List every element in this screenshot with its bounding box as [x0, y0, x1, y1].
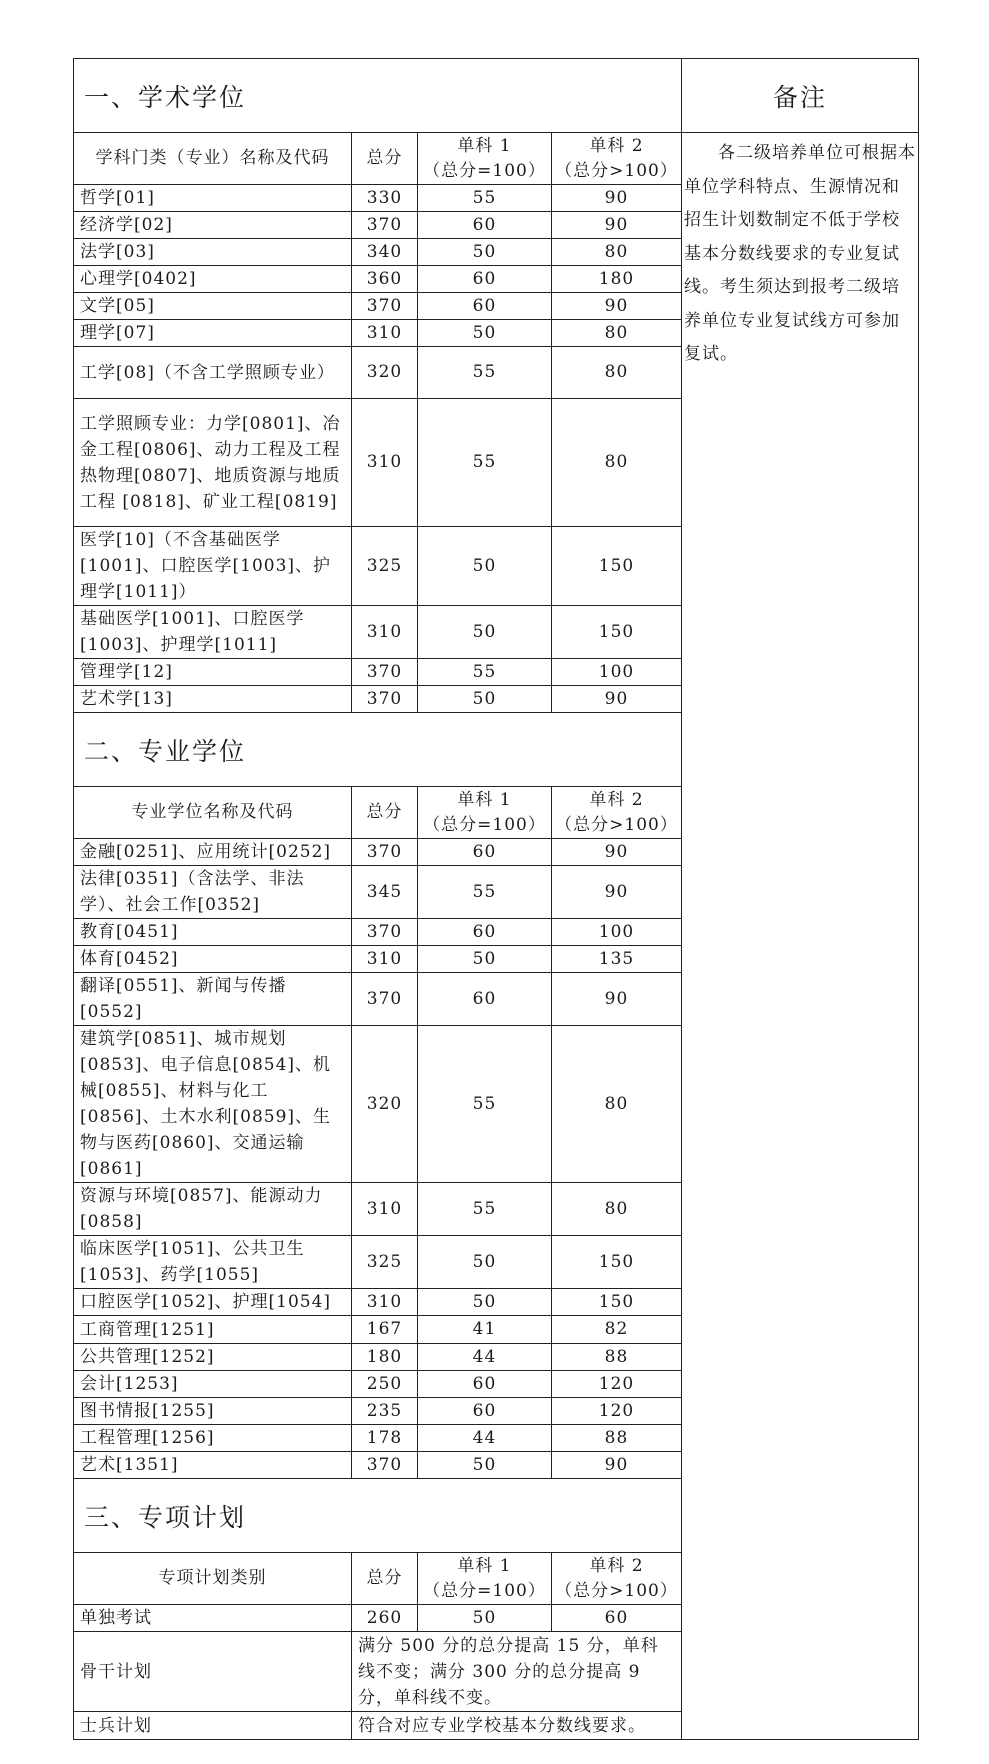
row-total: 370	[352, 1452, 418, 1479]
remarks-note	[682, 133, 919, 1740]
row-single-2: 135	[552, 946, 682, 973]
row-single-2: 90	[552, 293, 682, 320]
row-total: 325	[352, 1236, 418, 1289]
row-name: 基础医学[1001]、口腔医学[1003]、护理学[1011]	[74, 606, 352, 659]
row-single-2: 120	[552, 1371, 682, 1398]
row-total: 370	[352, 973, 418, 1026]
row-single-1: 50	[418, 527, 552, 606]
row-total: 320	[352, 347, 418, 399]
row-total: 340	[352, 239, 418, 266]
row-single-1: 50	[418, 1289, 552, 1316]
row-single-2: 150	[552, 1236, 682, 1289]
row-single-2: 90	[552, 212, 682, 239]
section-title: 一、学术学位	[74, 59, 682, 133]
row-single-1: 44	[418, 1344, 552, 1371]
remarks-title: 备注	[682, 59, 919, 133]
row-name: 会计[1253]	[74, 1371, 352, 1398]
row-name: 心理学[0402]	[74, 266, 352, 293]
header-single-1-sub: （总分=100）	[423, 1580, 546, 1601]
row-single-2: 80	[552, 347, 682, 399]
row-total: 260	[352, 1605, 418, 1632]
header-total: 总分	[352, 133, 418, 185]
row-single-1: 60	[418, 839, 552, 866]
row-name: 图书情报[1255]	[74, 1398, 352, 1425]
row-single-2: 88	[552, 1425, 682, 1452]
header-single-2-sub: （总分>100）	[555, 160, 678, 181]
row-single-2: 80	[552, 1026, 682, 1183]
row-name: 教育[0451]	[74, 919, 352, 946]
row-single-1: 55	[418, 1026, 552, 1183]
row-total: 310	[352, 1289, 418, 1316]
row-single-1: 60	[418, 293, 552, 320]
row-single-2: 80	[552, 399, 682, 527]
row-single-2: 90	[552, 866, 682, 919]
header-single-1	[418, 133, 552, 185]
header-single-1-label: 单科 1	[457, 789, 512, 810]
row-total: 250	[352, 1371, 418, 1398]
row-single-2: 120	[552, 1398, 682, 1425]
row-single-1: 55	[418, 1183, 552, 1236]
row-single-2: 100	[552, 919, 682, 946]
row-single-2: 90	[552, 973, 682, 1026]
row-single-1: 55	[418, 347, 552, 399]
row-name: 法律[0351]（含法学、非法学）、社会工作[0352]	[74, 866, 352, 919]
row-single-2: 80	[552, 320, 682, 347]
row-name: 建筑学[0851]、城市规划[0853]、电子信息[0854]、机械[0855]、材料与化工[0856]、土木水利[0859]、生物与医药[0860]、交通运输[0861]	[74, 1026, 352, 1183]
row-single-1: 60	[418, 919, 552, 946]
header-single-2-sub: （总分>100）	[555, 814, 678, 835]
row-single-1: 50	[418, 606, 552, 659]
header-single-2-label: 单科 2	[589, 135, 644, 156]
row-single-1: 60	[418, 1398, 552, 1425]
header-total: 总分	[352, 787, 418, 839]
row-total: 310	[352, 399, 418, 527]
row-total: 180	[352, 1344, 418, 1371]
section-title: 三、专项计划	[74, 1479, 682, 1553]
row-single-1: 50	[418, 320, 552, 347]
row-single-2: 150	[552, 1289, 682, 1316]
score-table	[73, 58, 919, 1740]
header-name: 专项计划类别	[74, 1553, 352, 1605]
row-total: 370	[352, 919, 418, 946]
row-single-1: 55	[418, 185, 552, 212]
header-name: 学科门类（专业）名称及代码	[74, 133, 352, 185]
row-single-1: 50	[418, 686, 552, 713]
row-single-1: 55	[418, 399, 552, 527]
row-name: 工学[08]（不含工学照顾专业）	[74, 347, 352, 399]
row-single-1: 50	[418, 1452, 552, 1479]
row-name: 金融[0251]、应用统计[0252]	[74, 839, 352, 866]
row-total: 320	[352, 1026, 418, 1183]
row-name: 单独考试	[74, 1605, 352, 1632]
row-single-2: 100	[552, 659, 682, 686]
row-total: 370	[352, 659, 418, 686]
header-single-2-sub: （总分>100）	[555, 1580, 678, 1601]
row-single-1: 41	[418, 1316, 552, 1344]
row-total: 370	[352, 212, 418, 239]
row-single-2: 60	[552, 1605, 682, 1632]
row-name: 工商管理[1251]	[74, 1316, 352, 1344]
row-single-1: 50	[418, 1605, 552, 1632]
row-name: 口腔医学[1052]、护理[1054]	[74, 1289, 352, 1316]
row-total: 310	[352, 320, 418, 347]
row-name: 法学[03]	[74, 239, 352, 266]
row-single-1: 50	[418, 946, 552, 973]
row-rule-text: 满分 500 分的总分提高 15 分，单科线不变；满分 300 分的总分提高 9 分，单科线不变。	[352, 1632, 682, 1712]
row-single-1: 60	[418, 973, 552, 1026]
row-single-1: 44	[418, 1425, 552, 1452]
row-name: 哲学[01]	[74, 185, 352, 212]
section-title-row	[74, 59, 919, 133]
header-single-1	[418, 1553, 552, 1605]
remarks-text: 各二级培养单位可根据本单位学科特点、生源情况和招生计划数制定不低于学校基本分数线要求的专业复试线。考生须达到报考二级培养单位专业复试线方可参加复试。	[684, 143, 916, 364]
header-single-2-label: 单科 2	[589, 789, 644, 810]
row-name: 管理学[12]	[74, 659, 352, 686]
header-name: 专业学位名称及代码	[74, 787, 352, 839]
header-single-1	[418, 787, 552, 839]
header-single-1-label: 单科 1	[457, 135, 512, 156]
row-single-2: 80	[552, 239, 682, 266]
row-name: 艺术[1351]	[74, 1452, 352, 1479]
row-name: 医学[10]（不含基础医学[1001]、口腔医学[1003]、护理学[1011]）	[74, 527, 352, 606]
header-single-2-label: 单科 2	[589, 1555, 644, 1576]
row-single-2: 150	[552, 606, 682, 659]
row-name: 资源与环境[0857]、能源动力[0858]	[74, 1183, 352, 1236]
header-single-2	[552, 133, 682, 185]
row-name: 艺术学[13]	[74, 686, 352, 713]
row-total: 325	[352, 527, 418, 606]
row-single-2: 82	[552, 1316, 682, 1344]
row-name: 临床医学[1051]、公共卫生[1053]、药学[1055]	[74, 1236, 352, 1289]
row-total: 178	[352, 1425, 418, 1452]
column-header-row	[74, 133, 919, 185]
header-single-1-sub: （总分=100）	[423, 814, 546, 835]
row-total: 370	[352, 839, 418, 866]
header-single-1-label: 单科 1	[457, 1555, 512, 1576]
row-name: 士兵计划	[74, 1712, 352, 1740]
row-single-1: 50	[418, 239, 552, 266]
row-total: 330	[352, 185, 418, 212]
row-single-1: 60	[418, 1371, 552, 1398]
row-single-2: 90	[552, 185, 682, 212]
row-single-1: 55	[418, 866, 552, 919]
row-single-1: 60	[418, 212, 552, 239]
row-name: 公共管理[1252]	[74, 1344, 352, 1371]
row-single-2: 150	[552, 527, 682, 606]
row-total: 370	[352, 686, 418, 713]
header-single-1-sub: （总分=100）	[423, 160, 546, 181]
row-total: 360	[352, 266, 418, 293]
row-name: 体育[0452]	[74, 946, 352, 973]
row-total: 167	[352, 1316, 418, 1344]
row-single-2: 80	[552, 1183, 682, 1236]
row-name: 理学[07]	[74, 320, 352, 347]
row-total: 345	[352, 866, 418, 919]
section-title: 二、专业学位	[74, 713, 682, 787]
row-single-2: 90	[552, 686, 682, 713]
row-single-1: 60	[418, 266, 552, 293]
row-total: 310	[352, 1183, 418, 1236]
row-single-2: 90	[552, 839, 682, 866]
row-total: 235	[352, 1398, 418, 1425]
row-name: 翻译[0551]、新闻与传播[0552]	[74, 973, 352, 1026]
row-rule-text: 符合对应专业学校基本分数线要求。	[352, 1712, 682, 1740]
row-total: 310	[352, 606, 418, 659]
header-single-2	[552, 787, 682, 839]
header-single-2	[552, 1553, 682, 1605]
row-single-2: 90	[552, 1452, 682, 1479]
row-name: 经济学[02]	[74, 212, 352, 239]
row-name: 工学照顾专业：力学[0801]、冶金工程[0806]、动力工程及工程热物理[0807]、地质资源与地质工程 [0818]、矿业工程[0819]	[74, 399, 352, 527]
row-single-2: 88	[552, 1344, 682, 1371]
row-single-2: 180	[552, 266, 682, 293]
row-name: 骨干计划	[74, 1632, 352, 1712]
row-total: 370	[352, 293, 418, 320]
row-name: 工程管理[1256]	[74, 1425, 352, 1452]
header-total: 总分	[352, 1553, 418, 1605]
row-single-1: 55	[418, 659, 552, 686]
row-single-1: 50	[418, 1236, 552, 1289]
row-total: 310	[352, 946, 418, 973]
row-name: 文学[05]	[74, 293, 352, 320]
